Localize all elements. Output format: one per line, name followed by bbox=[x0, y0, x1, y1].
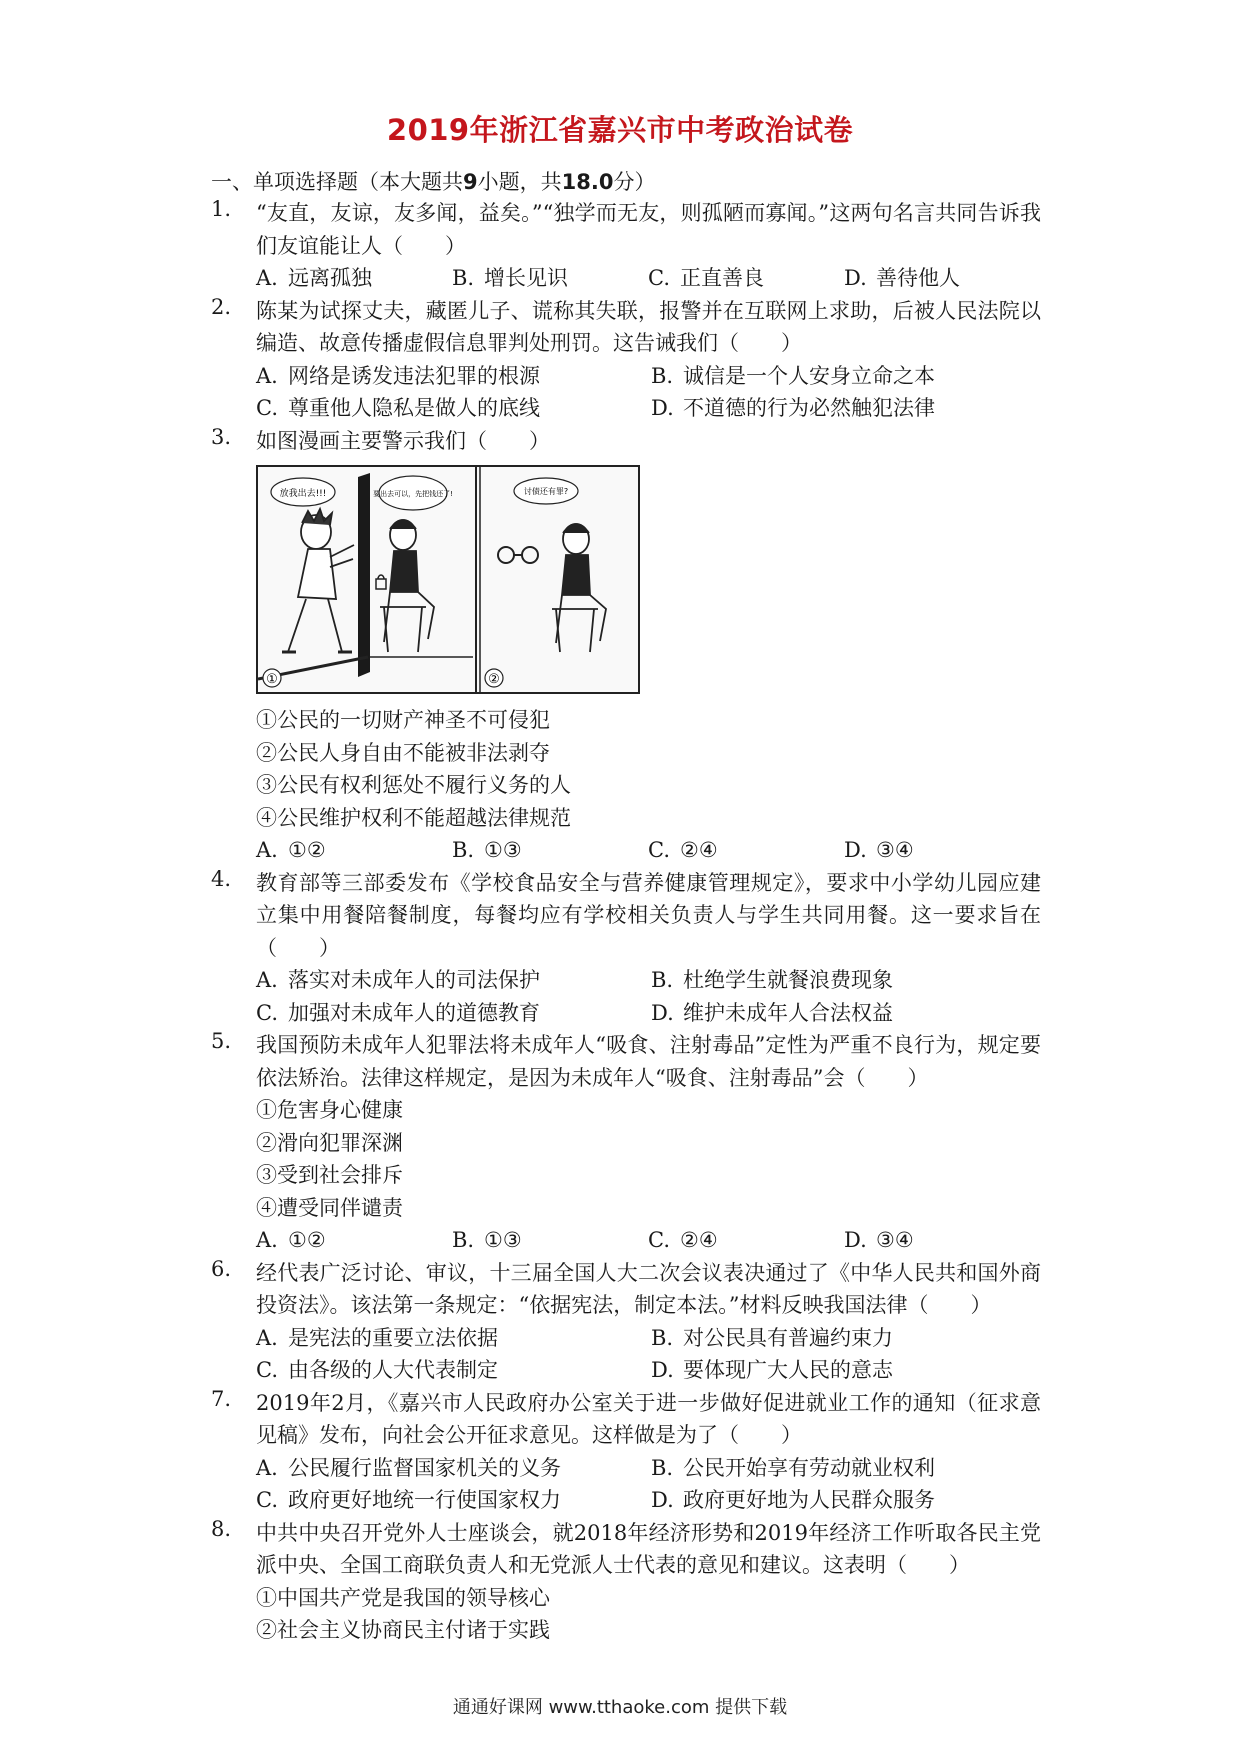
speech-bubble-3: 讨债还有罪? bbox=[523, 487, 569, 496]
option-c[interactable]: C. 政府更好地统一行使国家权力 bbox=[256, 1488, 561, 1512]
question-number: 3. bbox=[211, 424, 232, 449]
option-b[interactable]: B. 对公民具有普遍约束力 bbox=[651, 1325, 893, 1350]
option-a[interactable]: A. ①② bbox=[256, 838, 326, 862]
statement-item: ④公民维护权利不能超越法律规范 bbox=[256, 805, 571, 830]
section-heading bbox=[211, 166, 655, 196]
option-d[interactable]: D. 善待他人 bbox=[844, 266, 960, 290]
question-5 bbox=[211, 1029, 1041, 1257]
option-list bbox=[256, 1224, 1041, 1257]
option-list bbox=[256, 360, 1041, 425]
statement-item: ①中国共产党是我国的领导核心 bbox=[256, 1585, 550, 1610]
panel-label-1: ① bbox=[266, 672, 278, 687]
speech-bubble-1: 放我出去!!! bbox=[279, 489, 327, 499]
question-number: 5. bbox=[211, 1029, 232, 1053]
question-count: 9 bbox=[463, 170, 478, 194]
option-a[interactable]: A. ①② bbox=[256, 1228, 326, 1252]
option-a[interactable]: A. 网络是诱发违法犯罪的根源 bbox=[256, 363, 540, 388]
option-list bbox=[256, 1452, 1041, 1517]
option-c[interactable]: C. 尊重他人隐私是做人的底线 bbox=[256, 396, 540, 420]
option-b[interactable]: B. ①③ bbox=[452, 1228, 522, 1252]
option-b[interactable]: B. 增长见识 bbox=[452, 266, 568, 290]
question-stem: “友直，友谅，友多闻，益矣。”“独学而无友，则孤陋而寡闻。”这两句名言共同告诉我们友谊能让人（ ） bbox=[256, 201, 1041, 258]
option-b[interactable]: B. 诚信是一个人安身立命之本 bbox=[651, 363, 935, 388]
option-a[interactable]: A. 是宪法的重要立法依据 bbox=[256, 1325, 498, 1350]
option-c[interactable]: C. 正直善良 bbox=[648, 266, 764, 290]
speech-bubble-2: 要出去可以，先把钱还了! bbox=[373, 490, 453, 498]
question-number: 1. bbox=[211, 197, 232, 221]
option-a[interactable]: A. 公民履行监督国家机关的义务 bbox=[256, 1455, 561, 1480]
statement-item: ④遭受同伴谴责 bbox=[256, 1195, 403, 1220]
question-7 bbox=[211, 1387, 1041, 1517]
comic-figure bbox=[256, 465, 640, 694]
statement-item: ②滑向犯罪深渊 bbox=[256, 1130, 403, 1155]
option-d[interactable]: D. ③④ bbox=[844, 1228, 914, 1252]
question-2 bbox=[211, 295, 1041, 425]
question-stem: 我国预防未成年人犯罪法将未成年人“吸食、注射毒品”定性为严重不良行为，规定要依法矫治。法律这样规定，是因为未成年人“吸食、注射毒品”会（ ） bbox=[256, 1033, 1041, 1090]
option-list bbox=[256, 262, 1041, 295]
question-6 bbox=[211, 1257, 1041, 1387]
option-c[interactable]: C. 由各级的人大代表制定 bbox=[256, 1358, 498, 1382]
statement-item: ③公民有权利惩处不履行义务的人 bbox=[256, 773, 571, 797]
option-c[interactable]: C. ②④ bbox=[648, 838, 718, 862]
door-icon bbox=[358, 473, 370, 677]
panel-label-2: ② bbox=[488, 672, 500, 687]
total-score: 18.0 bbox=[561, 170, 614, 194]
question-stem: 如图漫画主要警示我们（ ） bbox=[256, 428, 550, 453]
question-3 bbox=[211, 425, 1041, 867]
question-stem: 陈某为试探丈夫，藏匿儿子、谎称其失联，报警并在互联网上求助，后被人民法院以编造、故意传播虚假信息罪判处刑罚。这告诫我们（ ） bbox=[256, 298, 1041, 355]
question-stem: 中共中央召开党外人士座谈会，就2018年经济形势和2019年经济工作听取各民主党派中央、全国工商联负责人和无党派人士代表的意见和建议。这表明（ ） bbox=[256, 1520, 1041, 1577]
option-a[interactable]: A. 远离孤独 bbox=[256, 266, 372, 290]
section-middle: 小题，共 bbox=[477, 170, 562, 194]
option-c[interactable]: C. 加强对未成年人的道德教育 bbox=[256, 1000, 540, 1025]
exam-title: 2019年浙江省嘉兴市中考政治试卷 bbox=[386, 113, 854, 147]
option-b[interactable]: B. 杜绝学生就餐浪费现象 bbox=[651, 968, 893, 992]
option-a[interactable]: A. 落实对未成年人的司法保护 bbox=[256, 968, 540, 992]
question-list bbox=[211, 197, 1041, 1647]
option-list bbox=[256, 834, 1041, 867]
statement-item: ③受到社会排斥 bbox=[256, 1163, 403, 1187]
question-number: 8. bbox=[211, 1516, 232, 1541]
statement-item: ②公民人身自由不能被非法剥夺 bbox=[256, 740, 550, 765]
option-list bbox=[256, 1322, 1041, 1387]
page-footer: 通通好课网 www.tthaoke.com 提供下载 bbox=[452, 1697, 788, 1718]
section-suffix: 分） bbox=[613, 170, 656, 194]
question-1 bbox=[211, 197, 1041, 295]
statement-item: ①公民的一切财产神圣不可侵犯 bbox=[256, 708, 550, 732]
question-stem: 2019年2月，《嘉兴市人民政府办公室关于进一步做好促进就业工作的通知（征求意见稿》发布，向社会公开征求意见。这样做是为了（ ） bbox=[256, 1390, 1041, 1447]
option-d[interactable]: D. 维护未成年人合法权益 bbox=[651, 1000, 893, 1025]
question-stem: 经代表广泛讨论、审议，十三届全国人大二次会议表决通过了《中华人民共和国外商投资法》。该法第一条规定：“依据宪法，制定本法。”材料反映我国法律（ ） bbox=[256, 1260, 1041, 1317]
question-number: 2. bbox=[211, 294, 232, 319]
option-b[interactable]: B. ①③ bbox=[452, 838, 522, 862]
option-b[interactable]: B. 公民开始享有劳动就业权利 bbox=[651, 1455, 935, 1480]
option-d[interactable]: D. ③④ bbox=[844, 838, 914, 862]
question-number: 6. bbox=[211, 1256, 232, 1281]
question-number: 7. bbox=[211, 1386, 232, 1411]
option-d[interactable]: D. 政府更好地为人民群众服务 bbox=[651, 1488, 935, 1512]
question-8 bbox=[211, 1517, 1041, 1647]
section-prefix: 一、单项选择题（本大题共 bbox=[211, 170, 463, 194]
option-c[interactable]: C. ②④ bbox=[648, 1228, 718, 1252]
option-d[interactable]: D. 不道德的行为必然触犯法律 bbox=[651, 396, 935, 420]
option-list bbox=[256, 964, 1041, 1029]
statement-item: ②社会主义协商民主付诸于实践 bbox=[256, 1618, 550, 1642]
comic-illustration bbox=[258, 467, 638, 692]
statement-item: ①危害身心健康 bbox=[256, 1098, 403, 1122]
question-4 bbox=[211, 867, 1041, 1030]
question-number: 4. bbox=[211, 866, 232, 891]
option-d[interactable]: D. 要体现广大人民的意志 bbox=[651, 1358, 893, 1382]
question-stem: 教育部等三部委发布《学校食品安全与营养健康管理规定》，要求中小学幼儿园应建立集中用餐陪餐制度，每餐均应有学校相关负责人与学生共同用餐。这一要求旨在（ ） bbox=[256, 870, 1041, 960]
